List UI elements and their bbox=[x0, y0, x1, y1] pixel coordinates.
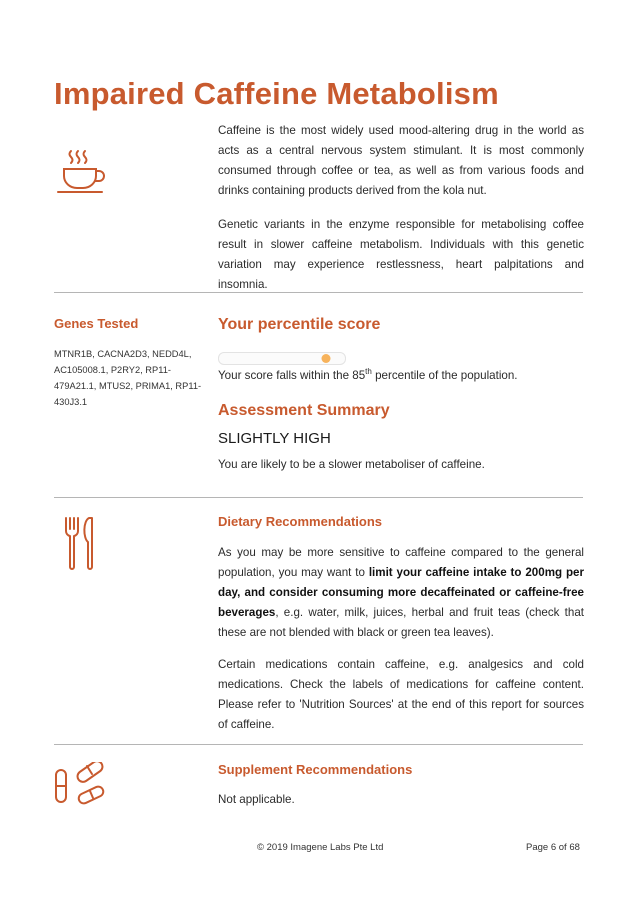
dietary-paragraph-1: As you may be more sensitive to caffeine compared to the general population, you may want to limit your caffeine intake to 200mg per day, and consider consuming more decaffeinated or caffeine-free beverages, e.g. water, milk, juices, herbal and fruit teas (check that these are not blended with black or green tea leaves). bbox=[218, 546, 584, 639]
footer-page-number: Page 6 of 68 bbox=[526, 842, 580, 853]
intro-paragraph-2: Genetic variants in the enzyme responsible for metabolising coffee result in slower caffeine metabolism. Individuals with this genetic variation may experience restlessness, heart palpitations and insomnia. bbox=[218, 218, 584, 291]
percentile-bar bbox=[218, 352, 346, 365]
assessment-level: SLIGHTLY HIGH bbox=[218, 430, 331, 447]
dietary-heading: Dietary Recommendations bbox=[218, 514, 382, 529]
fork-knife-icon bbox=[64, 516, 98, 570]
section-divider bbox=[54, 744, 583, 745]
intro-paragraph-1: Caffeine is the most widely used mood-altering drug in the world as acts as a central nervous system stimulant. It is most commonly consumed through coffee or tea, as well as from various foods and drinks containing products derived from the kola nut. bbox=[218, 124, 584, 197]
genes-list: MTNR1B, CACNA2D3, NEDD4L, AC105008.1, P2RY2, RP11-479A21.1, MTUS2, PRIMA1, RP11-430J3.1 bbox=[54, 349, 202, 407]
footer-copyright: © 2019 Imagene Labs Pte Ltd bbox=[257, 842, 384, 853]
assessment-description: You are likely to be a slower metaboliser of caffeine. bbox=[218, 458, 485, 471]
coffee-cup-icon bbox=[56, 148, 106, 196]
page-title: Impaired Caffeine Metabolism bbox=[54, 76, 499, 111]
percentile-text: Your score falls within the 85th percentile of the population. bbox=[218, 367, 518, 382]
supplement-text: Not applicable. bbox=[218, 793, 295, 806]
percentile-marker bbox=[322, 354, 331, 363]
section-divider bbox=[54, 497, 583, 498]
supplement-heading: Supplement Recommendations bbox=[218, 762, 413, 777]
genes-tested-heading: Genes Tested bbox=[54, 316, 139, 331]
percentile-heading: Your percentile score bbox=[218, 316, 381, 333]
dietary-paragraph-2: Certain medications contain caffeine, e.g. analgesics and cold medications. Check the labels of medications for caffeine content. Please refer to 'Nutrition Sources' at the end of this report for sources of caffeine. bbox=[218, 658, 584, 731]
pills-icon bbox=[54, 762, 108, 806]
section-divider bbox=[54, 292, 583, 293]
assessment-heading: Assessment Summary bbox=[218, 402, 390, 419]
